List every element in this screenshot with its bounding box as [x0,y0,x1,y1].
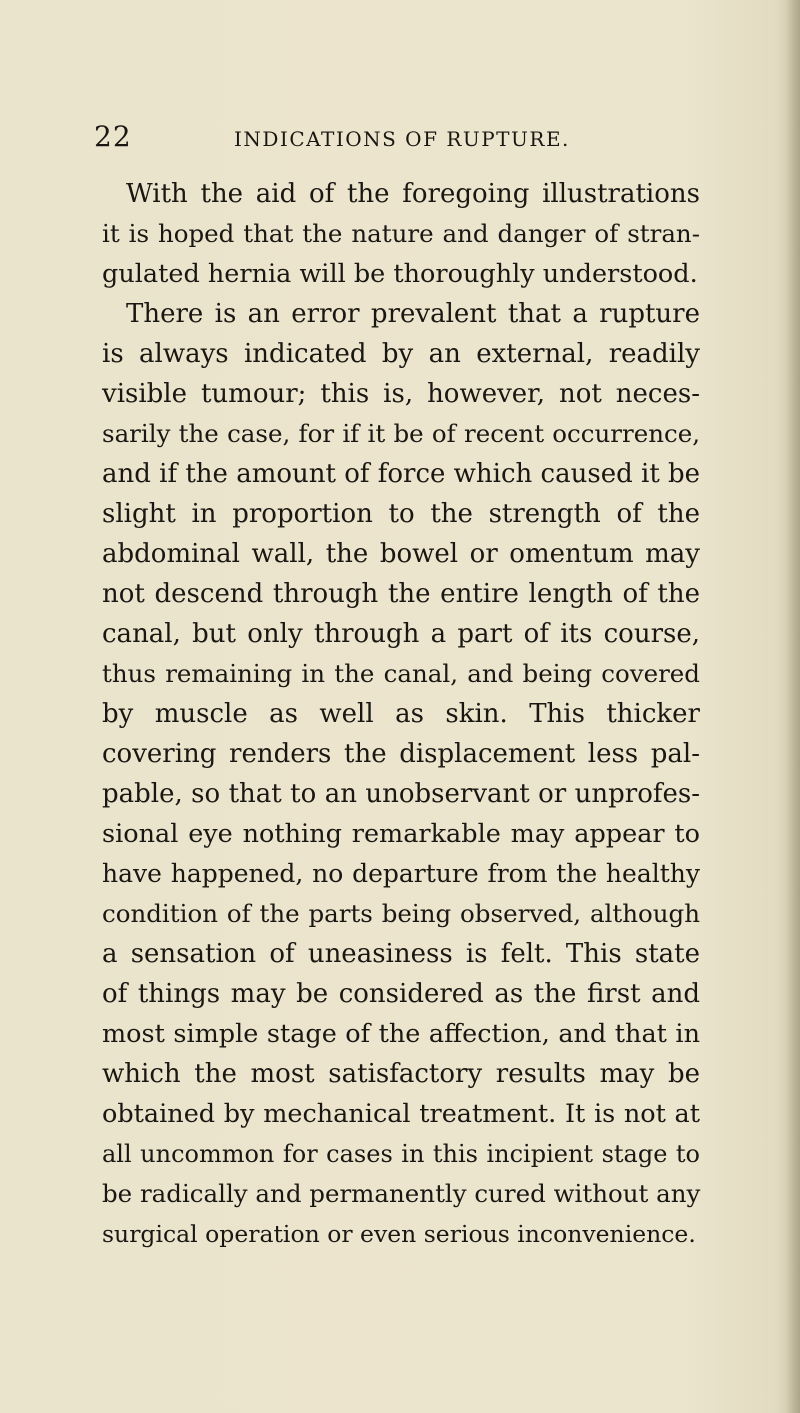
text-line: which the most satisfactory results may be [102,1059,700,1089]
page-edge-shadow [786,0,800,1413]
text-line: and if the amount of force which caused it be [102,459,701,489]
text-line: it is hoped that the nature and danger of stran- [102,219,700,248]
text-line: have happened, no departure from the healthy [102,859,700,888]
text-line: sional eye nothing remarkable may appear to [102,819,700,849]
page-number: 22 [94,120,132,153]
text-line: abdominal wall, the bowel or omentum may [102,539,700,569]
text-line: covering renders the displacement less pal- [102,739,700,769]
text-line: most simple stage of the affection, and that in [102,1019,700,1049]
text-line: not descend through the entire length of the [102,579,700,609]
text-line: be radically and permanently cured without any [102,1179,701,1208]
text-line: a sensation of uneasiness is felt. This state [102,939,700,969]
text-line: canal, but only through a part of its course, [102,619,700,649]
text-line: of things may be considered as the first and [102,979,700,1009]
text-line: gulated hernia will be thoroughly understood. [102,259,698,289]
text-line: There is an error prevalent that a rupture [126,299,700,329]
body-text [102,174,700,1254]
text-line: With the aid of the foregoing illustrations [126,179,700,209]
text-line: by muscle as well as skin. This thicker [102,699,700,729]
text-line: sarily the case, for if it be of recent occurrence, [102,419,700,448]
text-line: all uncommon for cases in this incipient stage to [102,1140,700,1168]
text-line: visible tumour; this is, however, not neces- [102,379,700,409]
text-line: condition of the parts being observed, although [102,899,700,928]
running-head [94,120,654,154]
text-line: is always indicated by an external, readily [102,339,700,369]
text-line: surgical operation or even serious inconvenience. [102,1220,696,1248]
running-head-title: INDICATIONS OF RUPTURE. [234,127,570,151]
text-line: slight in proportion to the strength of the [102,499,700,529]
text-line: pable, so that to an unobservant or unprofes- [102,779,700,809]
text-line: thus remaining in the canal, and being covered [102,659,700,688]
text-line: obtained by mechanical treatment. It is not at [102,1099,700,1129]
